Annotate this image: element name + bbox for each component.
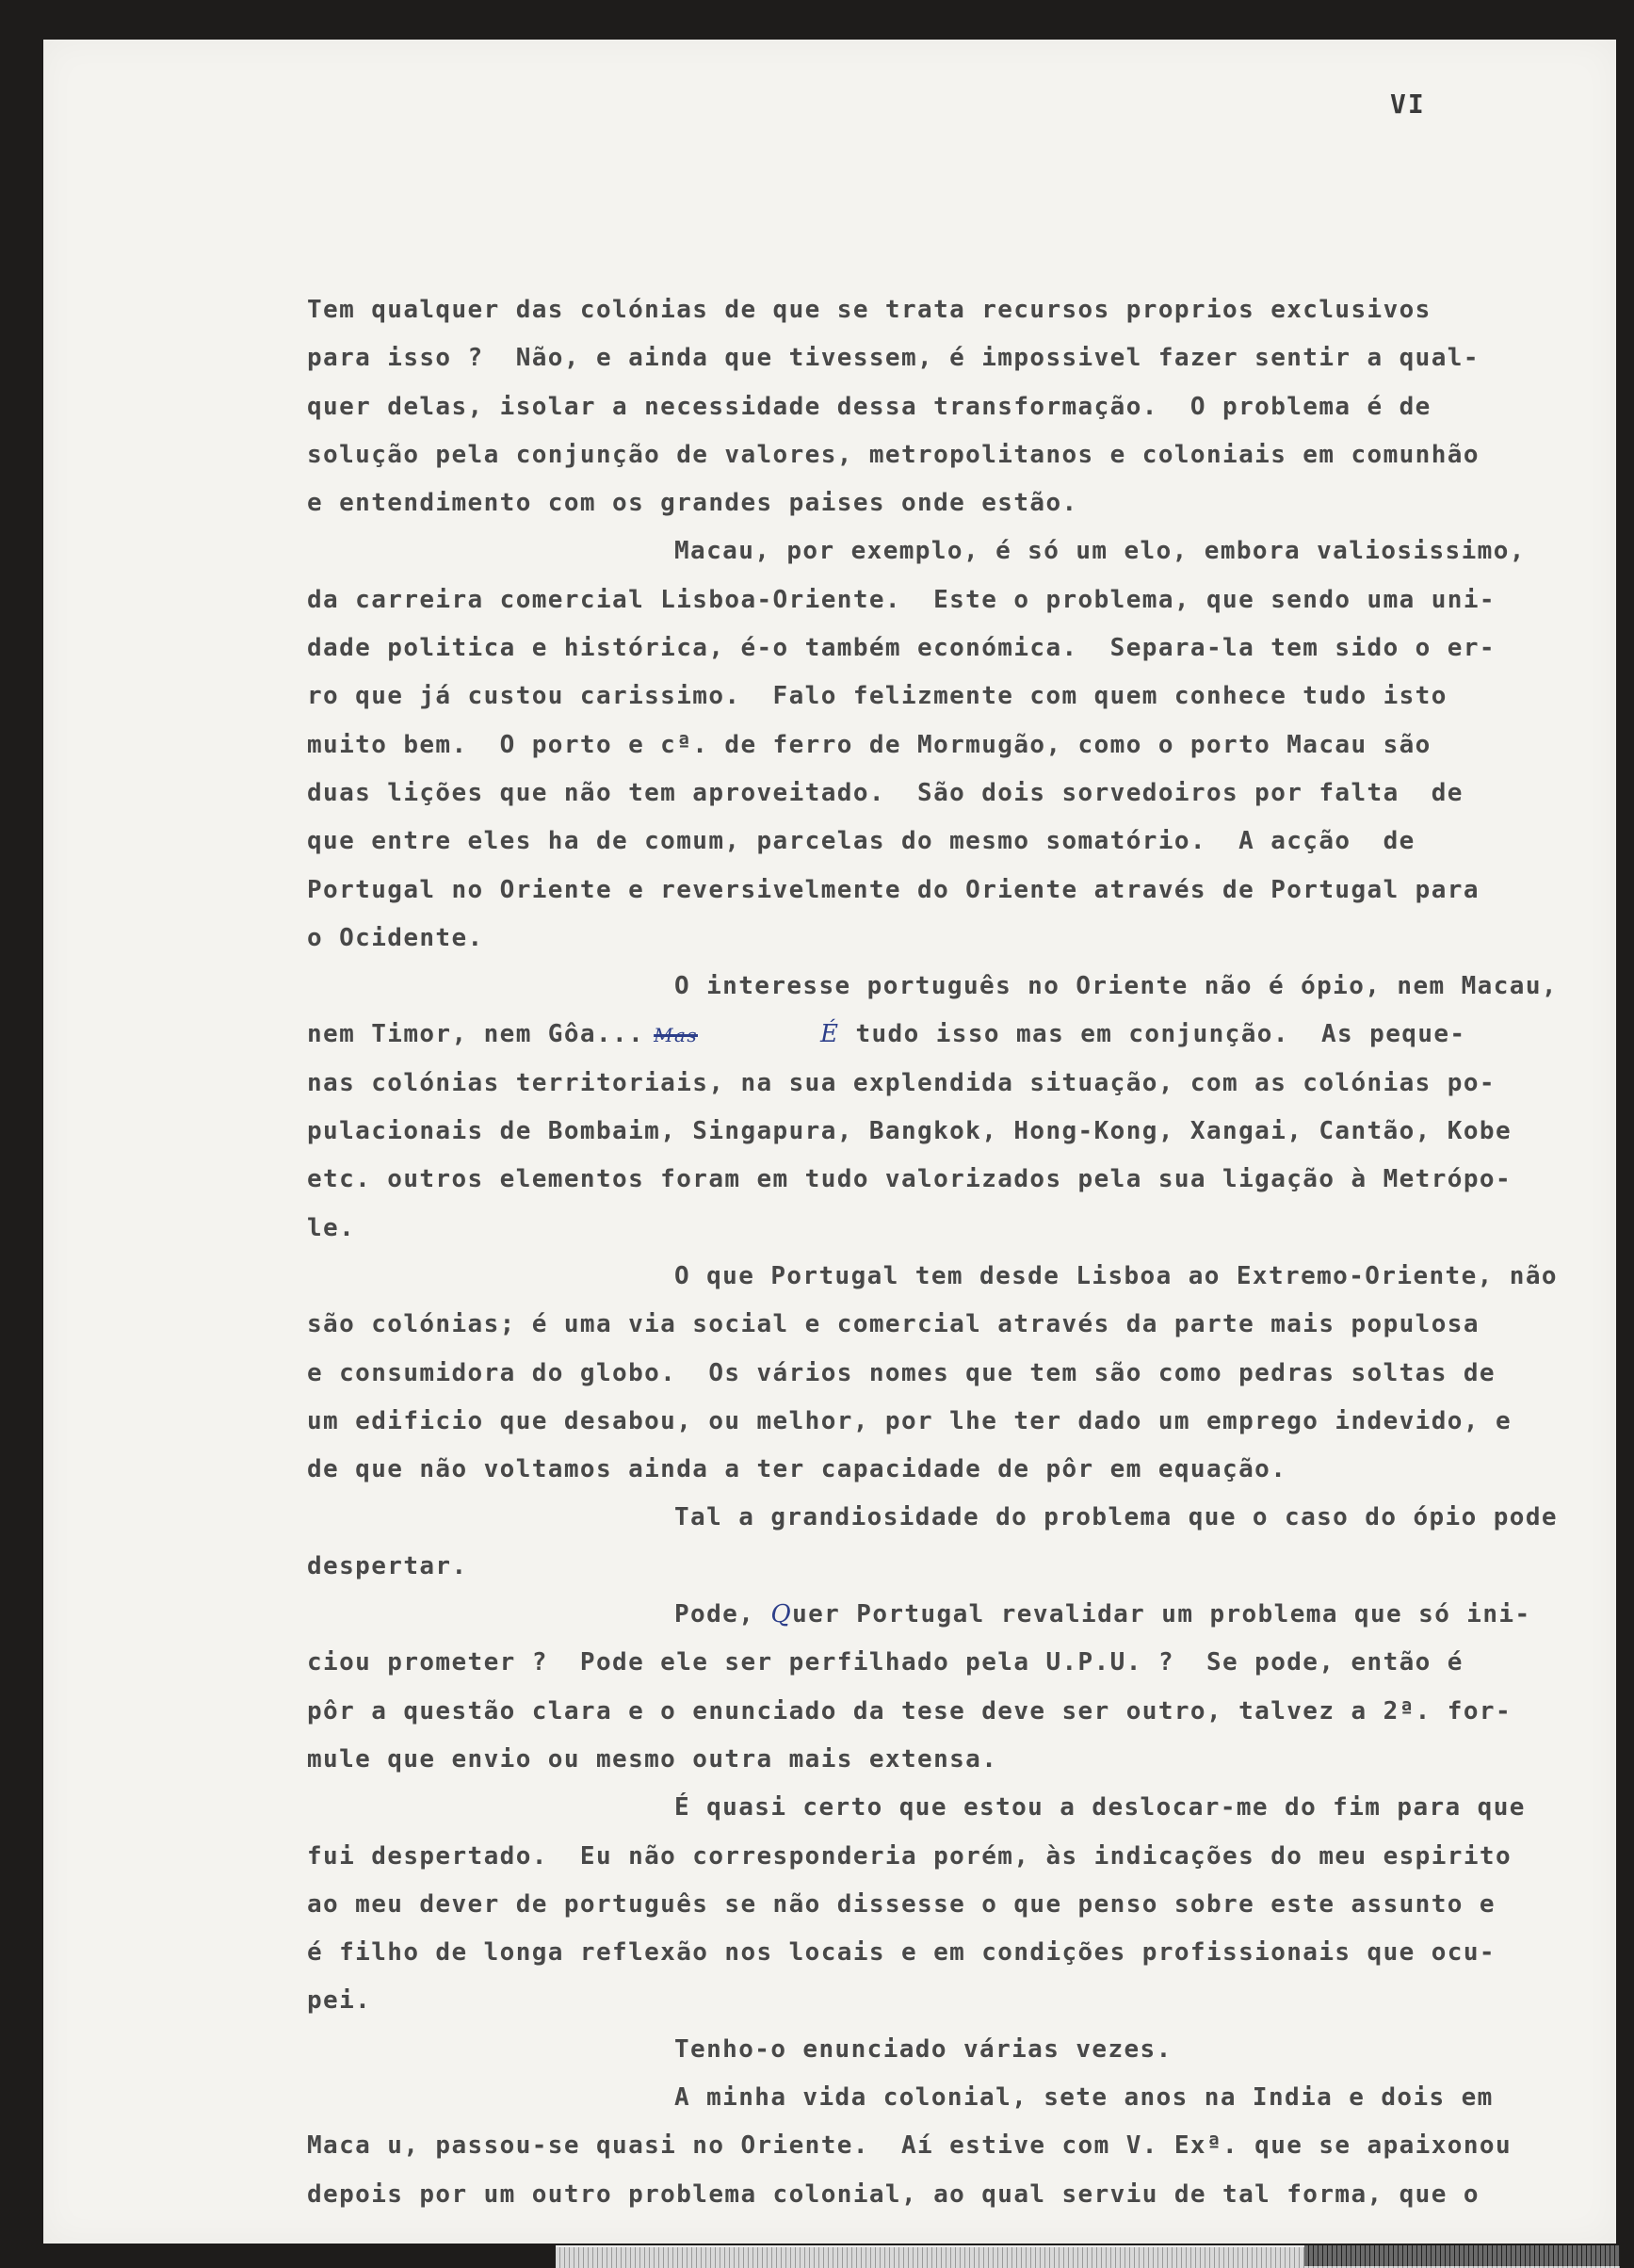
text-line: muito bem. O porto e cª. de ferro de Mormugão, como o porto Macau são [307,730,1432,759]
text-line: pei. [307,1986,372,2016]
text-line: A minha vida colonial, sete anos na India e dois em [674,2082,1494,2112]
handwritten-capital-e: É [820,1020,840,1049]
text-line: ro que já custou carissimo. Falo felizmente com quem conhece tudo isto [307,682,1448,711]
text-segment: Pode, [674,1600,755,1629]
text-line: le. [307,1213,356,1242]
handwritten-strikeout: Mas [654,1024,698,1047]
text-line: de que não voltamos ainda a ter capacidade de pôr em equação. [307,1455,1287,1484]
document-page [43,40,1616,2244]
text-line: O que Portugal tem desde Lisboa ao Extremo-Oriente, não [674,1261,1558,1290]
page-number: VI [1390,89,1426,120]
text-segment: nem Timor, nem Gôa... [307,1020,645,1049]
text-line: e consumidora do globo. Os vários nomes que tem são como pedras soltas de [307,1358,1496,1387]
text-line: da carreira comercial Lisboa-Oriente. Este o problema, que sendo uma uni- [307,585,1496,614]
typed-text-body [307,286,1626,2219]
handwritten-capital-q: Q [770,1600,793,1629]
text-line: despertar. [307,1551,468,1580]
text-line: pulacionais de Bombaim, Singapura, Bangkok, Hong-Kong, Xangai, Cantão, Kobe [307,1117,1512,1146]
text-line-with-annotation [307,1591,1626,1639]
text-line: Portugal no Oriente e reversivelmente do Oriente através de Portugal para [307,875,1480,904]
scan-scale-bar-dark [1304,2245,1620,2266]
text-line: ciou prometer ? Pode ele ser perfilhado pela U.P.U. ? Se pode, então é [307,1648,1464,1677]
text-line: para isso ? Não, e ainda que tivessem, é impossivel fazer sentir a qual- [307,344,1480,373]
text-line: nas colónias territoriais, na sua explendida situação, com as colónias po- [307,1068,1496,1097]
text-segment: uer Portugal revalidar um problema que só ini- [792,1600,1531,1629]
text-line: É quasi certo que estou a deslocar-me do fim para que [674,1793,1526,1822]
text-line: duas lições que não tem aproveitado. São dois sorvedoiros por falta de [307,778,1464,807]
text-line: Tenho-o enunciado várias vezes. [674,2034,1173,2064]
text-line: dade politica e histórica, é-o também económica. Separa-la tem sido o er- [307,634,1496,663]
text-line: solução pela conjunção de valores, metropolitanos e coloniais em comunhão [307,440,1480,469]
text-line: mule que envio ou mesmo outra mais extensa. [307,1744,998,1774]
text-line-with-annotation [307,1011,1626,1059]
text-line: é filho de longa reflexão nos locais e em condições profissionais que ocu- [307,1938,1496,1968]
text-line: Macau, por exemplo, é só um elo, embora valiosissimo, [674,537,1526,566]
text-line: Maca u, passou-se quasi no Oriente. Aí estive com V. Exª. que se apaixonou [307,2131,1512,2161]
text-line: quer delas, isolar a necessidade dessa transformação. O problema é de [307,392,1432,421]
text-line: depois por um outro problema colonial, ao qual serviu de tal forma, que o [307,2179,1480,2209]
text-line: são colónias; é uma via social e comercial através da parte mais populosa [307,1310,1480,1339]
text-line: O interesse português no Oriente não é ópio, nem Macau, [674,972,1558,1001]
text-line: fui despertado. Eu não corresponderia porém, às indicações do meu espirito [307,1841,1512,1871]
text-line: o Ocidente. [307,923,484,952]
text-line: Tem qualquer das colónias de que se trata recursos proprios exclusivos [307,296,1432,324]
text-line: pôr a questão clara e o enunciado da tese deve ser outro, talvez a 2ª. for- [307,1696,1512,1725]
text-line: ao meu dever de português se não dissesse o que penso sobre este assunto e [307,1889,1496,1919]
text-segment: tudo isso mas em conjunção. As peque- [855,1020,1466,1049]
text-line: Tal a grandiosidade do problema que o caso do ópio pode [674,1503,1558,1532]
text-line: etc. outros elementos foram em tudo valorizados pela sua ligação à Metrópo- [307,1165,1512,1194]
text-line: um edificio que desabou, ou melhor, por lhe ter dado um emprego indevido, e [307,1406,1512,1435]
text-line: e entendimento com os grandes paises onde estão. [307,489,1078,518]
text-line: que entre eles ha de comum, parcelas do mesmo somatório. A acção de [307,827,1416,856]
